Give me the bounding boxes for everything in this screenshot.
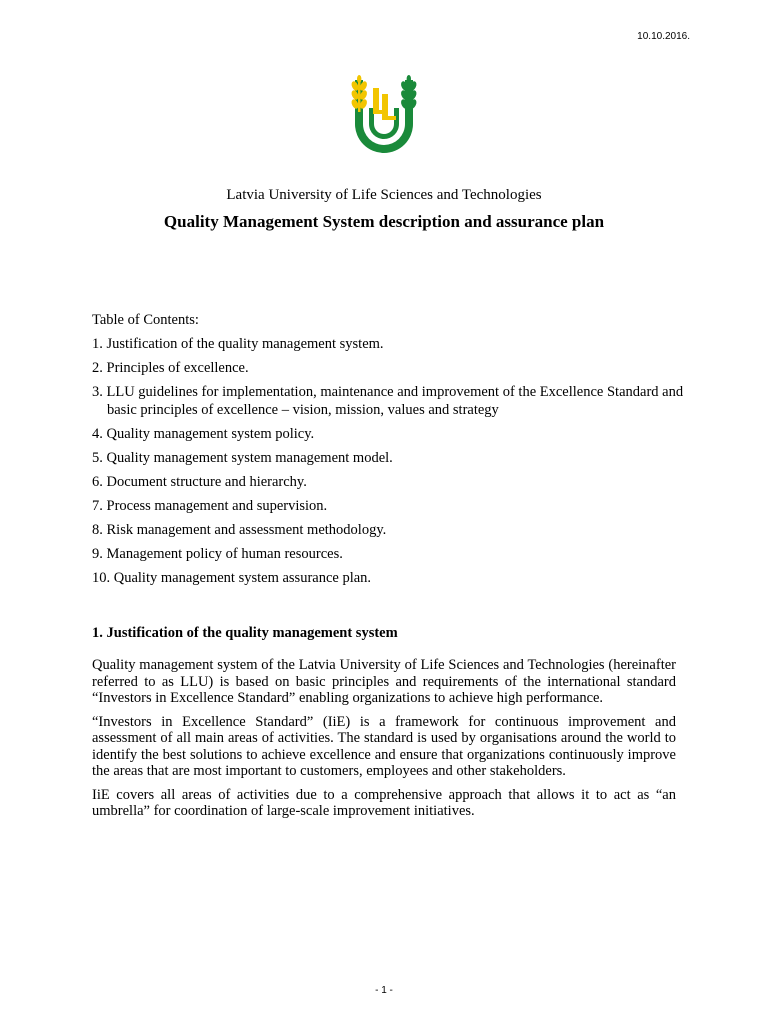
logo-letters bbox=[373, 88, 396, 120]
page-number: - 1 - bbox=[375, 985, 393, 996]
llu-logo bbox=[349, 74, 419, 160]
wheat-right-icon bbox=[400, 75, 418, 112]
toc-item: 8. Risk management and assessment methodology. bbox=[92, 522, 387, 538]
toc-item: 4. Quality management system policy. bbox=[92, 426, 315, 442]
wheat-left-icon bbox=[350, 75, 368, 112]
section-justification bbox=[92, 624, 676, 827]
document-date: 10.10.2016. bbox=[637, 31, 690, 42]
document-title: Quality Management System description and assurance plan bbox=[163, 212, 605, 231]
toc-item: 1. Justification of the quality management system. bbox=[92, 336, 384, 352]
toc-item: 2. Principles of excellence. bbox=[92, 360, 249, 376]
paragraph: “Investors in Excellence Standard” (IiE) is a framework for continuous improvement and assessment of all main areas of activities. The standard is used by organisations around the world to identify the best solutions to achieve excellence and ensure that organizations continuously improve the areas that are most important to customers, employees and other stakeholders. bbox=[92, 713, 676, 779]
toc-item: 5. Quality management system management model. bbox=[92, 450, 393, 466]
university-name: Latvia University of Life Sciences and Technologies bbox=[226, 187, 542, 203]
toc-item: 10. Quality management system assurance plan. bbox=[92, 570, 372, 586]
paragraph: Quality management system of the Latvia University of Life Sciences and Technologies (hereinafter referred to as LLU) is based on basic principles and requirements of the international standard “Investors in Excellence Standard” enabling organizations to achieve high performance. bbox=[92, 657, 676, 706]
toc-item: 3. LLU guidelines for implementation, maintenance and improvement of the Excellence Standard and basic principles of excellence – vision, mission, values and strategy bbox=[92, 384, 684, 418]
toc-list bbox=[92, 335, 692, 587]
toc-heading: Table of Contents: bbox=[92, 312, 199, 328]
toc-item: 9. Management policy of human resources. bbox=[92, 546, 343, 562]
toc-item: 7. Process management and supervision. bbox=[92, 498, 328, 514]
toc-item: 6. Document structure and hierarchy. bbox=[92, 474, 307, 490]
paragraph: IiE covers all areas of activities due to a comprehensive approach that allows it to act as “an umbrella” for coordination of large-scale improvement initiatives. bbox=[92, 786, 676, 819]
table-of-contents bbox=[92, 311, 692, 593]
section-heading: 1. Justification of the quality management system bbox=[92, 625, 398, 641]
